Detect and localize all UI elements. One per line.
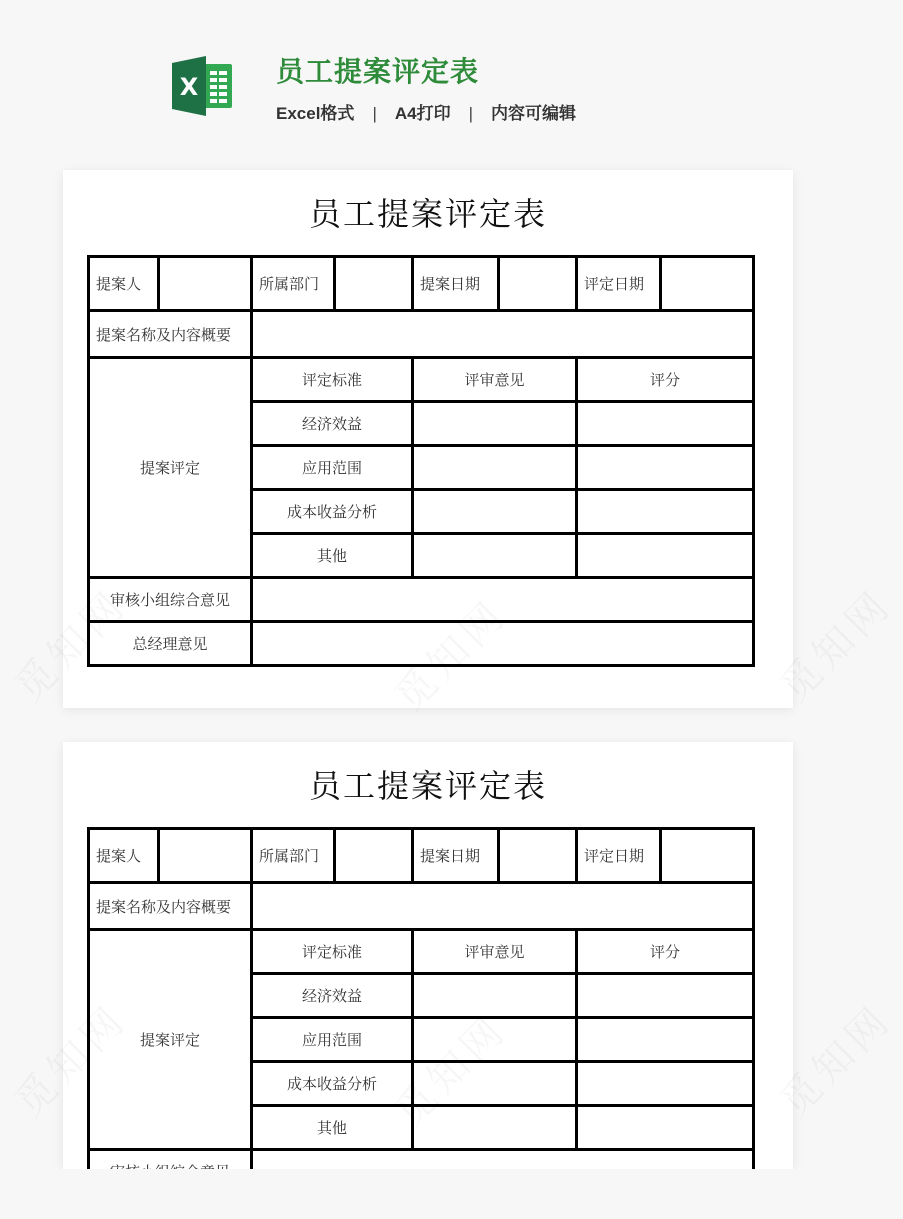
review-date-label: 评定日期	[577, 829, 661, 883]
department-field[interactable]	[335, 829, 413, 883]
summary-field[interactable]	[252, 311, 754, 358]
excel-icon	[172, 55, 234, 117]
department-label: 所属部门	[252, 829, 335, 883]
summary-row	[89, 883, 754, 930]
opinion-field[interactable]	[413, 1018, 577, 1062]
summary-row	[89, 311, 754, 358]
sheet-preview-2	[63, 742, 793, 1169]
summary-label: 提案名称及内容概要	[89, 883, 252, 930]
opinion-field[interactable]	[413, 490, 577, 534]
summary-field[interactable]	[252, 883, 754, 930]
panel-opinion-field[interactable]	[252, 578, 754, 622]
criteria-name: 成本收益分析	[252, 1062, 413, 1106]
proposal-date-label: 提案日期	[413, 257, 499, 311]
info-row	[89, 257, 754, 311]
score-field[interactable]	[577, 1106, 754, 1150]
criteria-header: 评定标准	[252, 930, 413, 974]
opinion-field[interactable]	[413, 534, 577, 578]
meta-editable: 内容可编辑	[491, 104, 577, 123]
criteria-name: 应用范围	[252, 446, 413, 490]
score-field[interactable]	[577, 402, 754, 446]
proposal-form-table	[87, 255, 755, 667]
product-title: 员工提案评定表	[276, 56, 480, 87]
score-header: 评分	[577, 930, 754, 974]
opinion-field[interactable]	[413, 446, 577, 490]
gm-opinion-label: 总经理意见	[89, 622, 252, 666]
gm-opinion-row	[89, 622, 754, 666]
evaluation-header-row	[89, 358, 754, 402]
preview-header	[0, 0, 860, 150]
review-date-field[interactable]	[661, 829, 754, 883]
score-field[interactable]	[577, 446, 754, 490]
page-bottom	[0, 1169, 860, 1219]
score-field[interactable]	[577, 490, 754, 534]
proposer-field[interactable]	[159, 257, 252, 311]
proposal-date-label: 提案日期	[413, 829, 499, 883]
review-date-field[interactable]	[661, 257, 754, 311]
proposal-date-field[interactable]	[499, 257, 577, 311]
proposal-date-field[interactable]	[499, 829, 577, 883]
svg-text:X: X	[179, 73, 199, 101]
proposer-label: 提案人	[89, 257, 159, 311]
meta-separator: |	[372, 104, 377, 123]
opinion-header: 评审意见	[413, 930, 577, 974]
opinion-field[interactable]	[413, 1106, 577, 1150]
criteria-name: 成本收益分析	[252, 490, 413, 534]
department-field[interactable]	[335, 257, 413, 311]
info-row	[89, 829, 754, 883]
meta-separator: |	[468, 104, 474, 123]
score-header: 评分	[577, 358, 754, 402]
criteria-name: 经济效益	[252, 974, 413, 1018]
score-field[interactable]	[577, 534, 754, 578]
evaluation-label: 提案评定	[89, 930, 252, 1150]
panel-opinion-label: 审核小组综合意见	[89, 578, 252, 622]
proposer-label: 提案人	[89, 829, 159, 883]
opinion-field[interactable]	[413, 974, 577, 1018]
sheet-preview-1	[63, 170, 793, 708]
criteria-name: 应用范围	[252, 1018, 413, 1062]
opinion-header: 评审意见	[413, 358, 577, 402]
proposal-form-table	[87, 827, 755, 1195]
product-meta	[276, 102, 576, 126]
proposer-field[interactable]	[159, 829, 252, 883]
criteria-header: 评定标准	[252, 358, 413, 402]
criteria-name: 其他	[252, 534, 413, 578]
review-date-label: 评定日期	[577, 257, 661, 311]
score-field[interactable]	[577, 1062, 754, 1106]
sheet-title: 员工提案评定表	[308, 767, 547, 805]
opinion-field[interactable]	[413, 1062, 577, 1106]
department-label: 所属部门	[252, 257, 335, 311]
meta-format: Excel格式	[276, 104, 355, 123]
score-field[interactable]	[577, 974, 754, 1018]
sheet-title: 员工提案评定表	[308, 195, 547, 233]
evaluation-label: 提案评定	[89, 358, 252, 578]
panel-opinion-row	[89, 578, 754, 622]
meta-print: A4打印	[394, 104, 451, 123]
evaluation-header-row	[89, 930, 754, 974]
score-field[interactable]	[577, 1018, 754, 1062]
summary-label: 提案名称及内容概要	[89, 311, 252, 358]
opinion-field[interactable]	[413, 402, 577, 446]
criteria-name: 经济效益	[252, 402, 413, 446]
criteria-name: 其他	[252, 1106, 413, 1150]
gm-opinion-field[interactable]	[252, 622, 754, 666]
